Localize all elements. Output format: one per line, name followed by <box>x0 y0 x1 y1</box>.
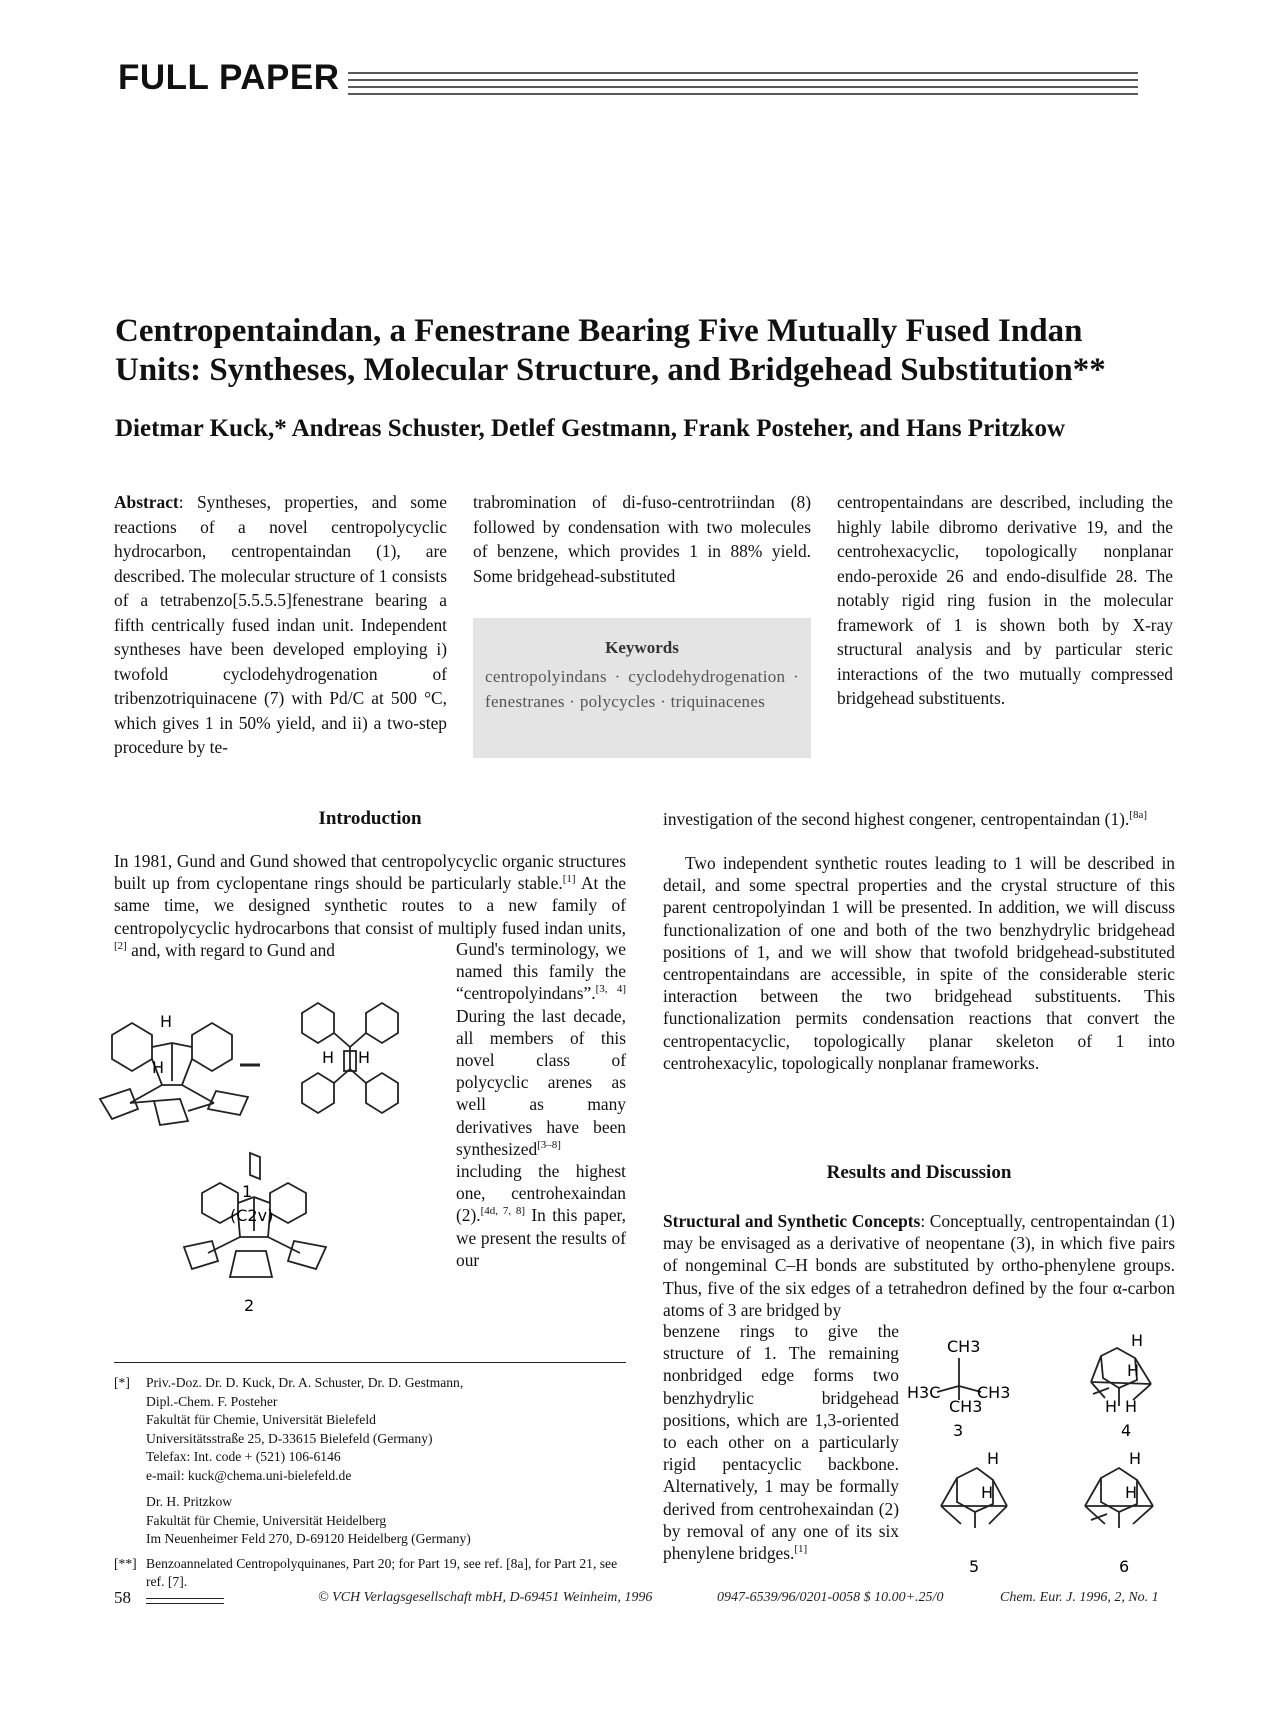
citation: [2] <box>114 940 127 953</box>
footnote-line: Fakultät für Chemie, Universität Bielefeld <box>146 1412 376 1427</box>
benzene-ring <box>184 1241 218 1269</box>
group-label-h3c: H3C <box>907 1383 941 1402</box>
issn-line: 0947-6539/96/0201-0058 $ 10.00+.25/0 <box>717 1590 944 1605</box>
benzene-ring <box>366 1073 398 1113</box>
atom-label-h: H <box>1125 1397 1138 1416</box>
compound-number-2: 2 <box>244 1296 255 1315</box>
footnote-divider <box>114 1362 626 1363</box>
header-rules <box>348 72 1138 98</box>
compound-number-6: 6 <box>1119 1557 1130 1576</box>
publisher-line: © VCH Verlagsgesellschaft mbH, D-69451 Weinheim, 1996 <box>318 1590 653 1605</box>
body-text: : Conceptually, centropentaindan (1) may be envisaged as a derivative of neopentane (3), in which five pairs of nongeminal C–H bonds are substituted by ortho-phenylene groups. Thus, five of the six edges of a tetrahedron defined by the four α-carbon atoms of 3 are bridged by <box>663 1211 1175 1320</box>
intro-paragraph-2 <box>456 938 626 1271</box>
journal-line: Chem. Eur. J. 1996, 2, No. 1 <box>1000 1590 1159 1605</box>
atom-label-h: H <box>1127 1361 1140 1380</box>
benzene-ring <box>288 1241 326 1269</box>
structure-figure-1-2 <box>90 985 460 1335</box>
footnote-series <box>114 1555 626 1592</box>
footnote-line: Im Neuenheimer Feld 270, D-69120 Heidelberg (Germany) <box>146 1531 471 1546</box>
body-text: investigation of the second highest congener, centropentaindan (1). <box>663 809 1130 829</box>
benzene-ring <box>270 1183 306 1223</box>
atom-label-h: H <box>1131 1331 1144 1350</box>
citation: [3–8] <box>537 1139 561 1152</box>
intro-text: During the last decade, all members of this novel class of polycyclic arenes as well as many derivatives have been synthesized <box>456 1005 626 1159</box>
footnote-line: Universitätsstraße 25, D-33615 Bielefeld (Germany) <box>146 1430 433 1446</box>
group-label-ch3: CH3 <box>947 1337 981 1356</box>
benzene-ring <box>366 1003 398 1043</box>
intro-text: and, with regard to Gund and <box>126 939 335 960</box>
benzene-ring <box>112 1023 152 1071</box>
footnote-mark: [**] <box>114 1555 137 1571</box>
abstract-column-1 <box>114 490 447 760</box>
section-label: FULL PAPER <box>118 58 340 97</box>
benzene-ring <box>100 1089 138 1119</box>
footnote-line: Telefax: Int. code + (521) 106-6146 <box>146 1449 341 1464</box>
right-paragraph-2: Two independent synthetic routes leading to 1 will be described in detail, and some spectral properties and the crystal structure of this parent centropolyindan 1 will be presented. In addition, we will discuss functionalization of one and both of the two benzhydrylic bridgehead positions of 1, and we will show that twofold bridgehead-substituted centropentaindans are accessible, in spite of the considerable steric interaction between the two bridgehead substituents. This functionalization permits condensation reactions that convert the centropentacyclic, topologically planar skeleton of 1 into centrohexacylic, topologically nonplanar frameworks. <box>663 853 1175 1073</box>
paragraph-lead: Structural and Synthetic Concepts <box>663 1211 921 1231</box>
footnote-line: e-mail: kuck@chema.uni-bielefeld.de <box>146 1467 352 1483</box>
footnotes <box>114 1374 626 1592</box>
abstract-column-3: centropentaindans are described, including the highly labile dibromo derivative 19, and the centrohexacyclic, topologically nonplanar endo-peroxide 26 and endo-disulfide 28. The notably rigid ring fusion in the molecular framework of 1 is shown both by X-ray structural analysis and by particular steric interactions of the two mutually compressed bridgehead substituents. <box>837 492 1173 708</box>
intro-text: In 1981, Gund and Gund showed that centropolycyclic organic structures built up from cyclopentane rings should be particularly stable. <box>114 851 626 894</box>
benzene-ring <box>154 1099 188 1125</box>
compound-number-3: 3 <box>953 1421 964 1440</box>
footnote-mark: [*] <box>114 1375 130 1390</box>
structure-figure-3-6 <box>905 1328 1165 1598</box>
atom-label-h: H <box>1129 1449 1142 1468</box>
atom-label-h: H <box>358 1048 371 1067</box>
atom-label-h: H <box>160 1012 173 1031</box>
citation: [1] <box>794 1543 808 1556</box>
benzene-ring <box>230 1251 272 1277</box>
right-paragraph-1 <box>663 808 1175 830</box>
group-label-ch3: CH3 <box>977 1383 1011 1402</box>
atom-label-h: H <box>987 1449 1000 1468</box>
atom-label-h: H <box>1125 1483 1138 1502</box>
page-number: 58 <box>114 1588 131 1607</box>
body-text: benzene rings to give the structure of 1. The remaining nonbridged edge forms two benzhydrylic bridgehead positions, which are 1,3-oriented to each other on a particularly rigid pentacyclic backbone. Alternatively, 1 may be formally derived from centrohexaindan (2) by removal of any one of its six phenylene bridges. <box>663 1321 899 1564</box>
footer-rule <box>146 1598 224 1599</box>
footnote-line: Fakultät für Chemie, Universität Heidelberg <box>146 1512 387 1528</box>
footnote-line: Dr. H. Pritzkow <box>146 1494 233 1509</box>
abstract-column-2: trabromination of di-fuso-centrotriindan (8) followed by condensation with two molecules of benzene, which provides 1 in 88% yield. Some bridgehead-substituted <box>473 492 811 586</box>
compound-number-5: 5 <box>969 1557 980 1576</box>
footnote-line: Dipl.-Chem. F. Posteher <box>146 1393 278 1409</box>
atom-label-h: H <box>152 1058 165 1077</box>
keywords-title: Keywords <box>605 638 679 657</box>
group-label-ch3: CH3 <box>949 1397 983 1416</box>
footnote-line: Priv.-Doz. Dr. D. Kuck, Dr. A. Schuster, Dr. D. Gestmann, <box>146 1375 464 1390</box>
paper-title: Centropentaindan, a Fenestrane Bearing Five Mutually Fused Indan Units: Syntheses, Molecular Structure, and Bridgehead Substitution** <box>115 313 1106 388</box>
benzene-ring <box>192 1023 232 1071</box>
intro-text: At the same time, we designed synthetic routes to a new family of centropolycyclic hydrocarbons that consist of multiply fused indan units, <box>114 873 626 938</box>
footnote-affiliation <box>114 1374 626 1549</box>
intro-text: Gund's terminology, we named this family the “centropolyindans”. <box>456 939 626 1004</box>
citation: [1] <box>562 873 576 886</box>
benzene-ring <box>302 1003 334 1043</box>
right-paragraph-3 <box>663 1210 1175 1321</box>
author-list: Dietmar Kuck,* Andreas Schuster, Detlef Gestmann, Frank Posteher, and Hans Pritzkow <box>115 415 1065 442</box>
citation: [8a] <box>1129 809 1148 822</box>
keywords-box <box>473 618 811 758</box>
benzene-ring <box>250 1153 260 1179</box>
footer-rule <box>146 1603 224 1604</box>
atom-label-h: H <box>322 1048 335 1067</box>
abstract-label: Abstract <box>114 492 179 512</box>
citation: [4d, 7, 8] <box>480 1205 526 1218</box>
compound-number-4: 4 <box>1121 1421 1132 1440</box>
right-paragraph-4 <box>663 1320 899 1564</box>
section-heading-introduction: Introduction <box>318 808 422 829</box>
intro-text: including the highest one, centrohexaindan (2). <box>456 1161 626 1226</box>
section-heading-results: Results and Discussion <box>826 1162 1012 1183</box>
compound-number-1: 1 <box>242 1182 253 1201</box>
keywords-list: centropolyindans · cyclodehydrogenation · fenestranes · polycycles · triquinacenes <box>485 667 799 711</box>
benzene-ring <box>302 1073 334 1113</box>
atom-label-h: H <box>981 1483 994 1502</box>
intro-text: In this paper, we present the results of our <box>456 1205 626 1270</box>
footnote-line: Benzoannelated Centropolyquinanes, Part 20; for Part 19, see ref. [8a], for Part 21, see ref. [7]. <box>146 1555 618 1589</box>
atom-label-h: H <box>1105 1397 1118 1416</box>
point-group-label: (C2v) <box>230 1206 274 1225</box>
abstract-text-1: : Syntheses, properties, and some reactions of a novel centropolycyclic hydrocarbon, centropentaindan (1), are described. The molecular structure of 1 consists of a tetrabenzo[5.5.5.5]fenestrane bearing a fifth centrically fused indan unit. Independent syntheses have been developed employing i) twofold cyclodehydrogenation of tribenzotriquinacene (7) with Pd/C at 500 °C, which gives 1 in 50% yield, and ii) a two-step procedure by te- <box>114 492 447 757</box>
citation: [3, 4] <box>595 983 626 996</box>
